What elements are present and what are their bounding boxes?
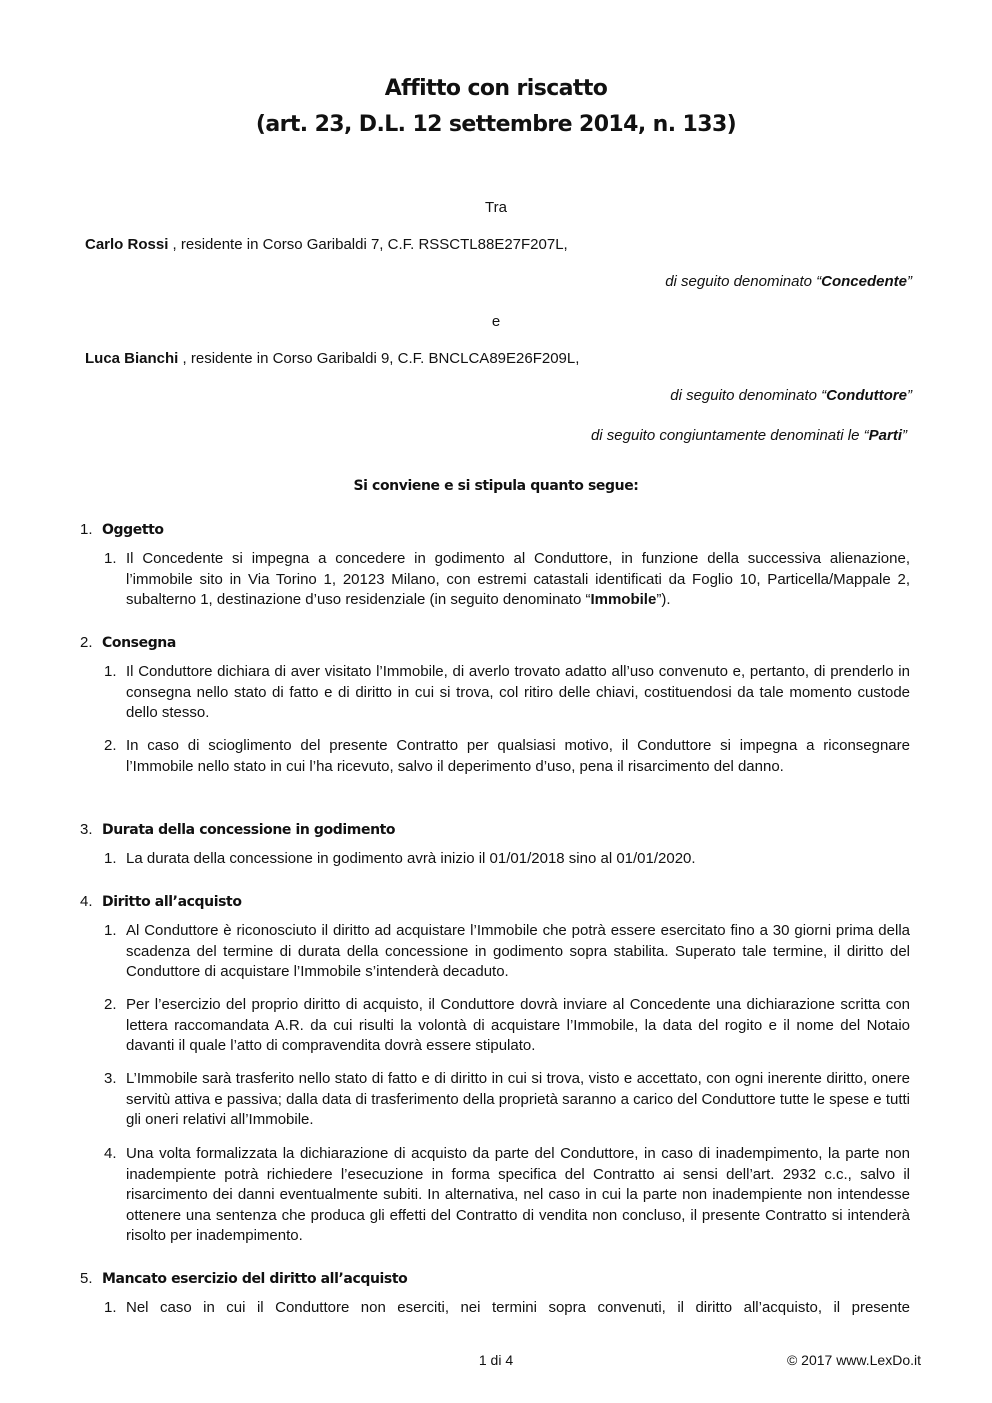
section-title: Consegna	[102, 635, 176, 651]
section-4-paragraph-1	[104, 921, 910, 983]
document-title: Affitto con riscatto	[384, 76, 608, 101]
grantor-details: , residente in Corso Garibaldi 7, C.F. RSSCTL88E27F207L,	[168, 236, 568, 253]
section-4-heading	[80, 893, 242, 910]
grantor-name: Carlo Rossi	[85, 236, 169, 253]
joint-role-prefix: di seguito congiuntamente denominati le “	[590, 427, 869, 444]
section-5-paragraph-1	[104, 1298, 910, 1319]
and-label: e	[491, 313, 501, 330]
defined-term-immobile: Immobile	[590, 591, 657, 608]
tenant-role-suffix: ”	[907, 387, 912, 404]
joint-role-line	[591, 427, 907, 444]
paragraph-text: Per l’esercizio del proprio diritto di acquisto, il Conduttore dovrà inviare al Concedente una dichiarazione scritta con lettera raccomandata A.R. da cui risulti la volontà di acquistare l’Immobile, la data del rogito e il nome del Notaio davanti il quale l’atto di compravendita dovrà essere stipulato.	[126, 996, 910, 1054]
section-3-paragraph-1	[104, 849, 910, 870]
agreement-heading: Si conviene e si stipula quanto segue:	[353, 478, 639, 494]
section-number: 5.	[80, 1270, 93, 1287]
paragraph-number: 2.	[104, 996, 117, 1013]
section-number: 4.	[80, 893, 93, 910]
section-3-heading	[80, 821, 395, 838]
section-number: 1.	[80, 521, 93, 538]
tenant-role: Conduttore	[826, 387, 907, 404]
paragraph-number: 3.	[104, 1070, 117, 1087]
paragraph-number: 1.	[104, 922, 117, 939]
grantor-line	[85, 236, 568, 253]
paragraph-number: 1.	[104, 550, 117, 567]
section-title: Oggetto	[102, 522, 164, 538]
grantor-role-prefix: di seguito denominato “	[665, 273, 822, 290]
tenant-name: Luca Bianchi	[85, 350, 179, 367]
grantor-role: Concedente	[821, 273, 907, 290]
tenant-role-prefix: di seguito denominato “	[670, 387, 827, 404]
section-number: 2.	[80, 634, 93, 651]
section-4-paragraph-3	[104, 1069, 910, 1131]
paragraph-text	[126, 549, 910, 611]
paragraph-text: L’Immobile sarà trasferito nello stato di fatto e di diritto in cui si trova, visto e accettato, con ogni inerente diritto, onere servitù attiva e passiva; dalla data di trasferimento della proprietà saranno a carico del Conduttore tutte le spese e tutti gli oneri relativi all’Immobile.	[126, 1070, 910, 1128]
copyright-notice: © 2017 www.LexDo.it	[786, 1352, 921, 1368]
tenant-details: , residente in Corso Garibaldi 9, C.F. BNCLCA89E26F209L,	[178, 350, 580, 367]
section-title: Mancato esercizio del diritto all’acquisto	[102, 1271, 408, 1287]
paragraph-text: Nel caso in cui il Conduttore non eserciti, nei termini sopra convenuti, il diritto all’acquisto, il presente	[126, 1299, 910, 1316]
paragraph-text: La durata della concessione in godimento avrà inizio il 01/01/2018 sino al 01/01/2020.	[126, 850, 696, 867]
section-1-paragraph-1	[104, 549, 910, 611]
paragraph-text: Una volta formalizzata la dichiarazione di acquisto da parte del Conduttore, in caso di inadempimento, la parte non inadempiente potrà richiedere l’esecuzione in forma specifica del Contratto ai sensi dell’art. 2932 c.c., salvo il risarcimento dei danni eventualmente subiti. In alternativa, nel caso in cui la parte non inadempiente non intendesse ottenere una sentenza che produca gli effetti del Contratto di vendita non concluso, il presente Contratto si intenderà risolto per inadempimento.	[126, 1145, 910, 1244]
section-title: Durata della concessione in godimento	[102, 822, 396, 838]
between-label: Tra	[485, 199, 507, 216]
section-4-paragraph-4	[104, 1144, 910, 1247]
page-number: 1 di 4	[478, 1352, 514, 1368]
tenant-role-line	[670, 387, 912, 404]
section-1-heading	[80, 521, 164, 538]
paragraph-text: In caso di scioglimento del presente Contratto per qualsiasi motivo, il Conduttore si impegna a riconsegnare l’Immobile nello stato in cui l’ha ricevuto, salvo il deperimento d’uso, pena il risarcimento del danno.	[126, 737, 910, 775]
paragraph-text-part: ”).	[656, 591, 671, 608]
paragraph-number: 4.	[104, 1145, 117, 1162]
paragraph-text: Al Conduttore è riconosciuto il diritto ad acquistare l’Immobile che potrà essere esercitato fino a 30 giorni prima della scadenza del termine di durata della concessione in godimento sopra stabilita. Superato tale termine, il diritto del Conduttore di acquistare l’Immobile s’intenderà decaduto.	[126, 922, 910, 980]
joint-role-suffix: ”	[902, 427, 907, 444]
section-2-heading	[80, 634, 176, 651]
paragraph-number: 2.	[104, 737, 117, 754]
grantor-role-line	[665, 273, 912, 290]
section-4-paragraph-2	[104, 995, 910, 1057]
section-title: Diritto all’acquisto	[102, 894, 242, 910]
paragraph-number: 1.	[104, 1299, 117, 1316]
grantor-role-suffix: ”	[907, 273, 912, 290]
tenant-line	[85, 350, 579, 367]
joint-role: Parti	[868, 427, 902, 444]
document-subtitle: (art. 23, D.L. 12 settembre 2014, n. 133)	[255, 112, 737, 137]
section-5-heading	[80, 1270, 407, 1287]
section-number: 3.	[80, 821, 93, 838]
paragraph-text: Il Conduttore dichiara di aver visitato l’Immobile, di averlo trovato adatto all’uso convenuto e, pertanto, di prenderlo in consegna nello stato di fatto e di diritto in cui si trova, col ritiro delle chiavi, costituendosi da tale momento custode dello stesso.	[126, 663, 910, 721]
paragraph-number: 1.	[104, 850, 117, 867]
paragraph-number: 1.	[104, 663, 117, 680]
section-2-paragraph-1	[104, 662, 910, 724]
section-2-paragraph-2	[104, 736, 910, 777]
paragraph-text-part: Il Concedente si impegna a concedere in godimento al Conduttore, in funzione della successiva alienazione, l’immobile sito in Via Torino 1, 20123 Milano, con estremi catastali identificati da Foglio 10, Particella/Mappale 2, subalterno 1, destinazione d’uso residenziale (in seguito denominato “	[126, 550, 910, 608]
